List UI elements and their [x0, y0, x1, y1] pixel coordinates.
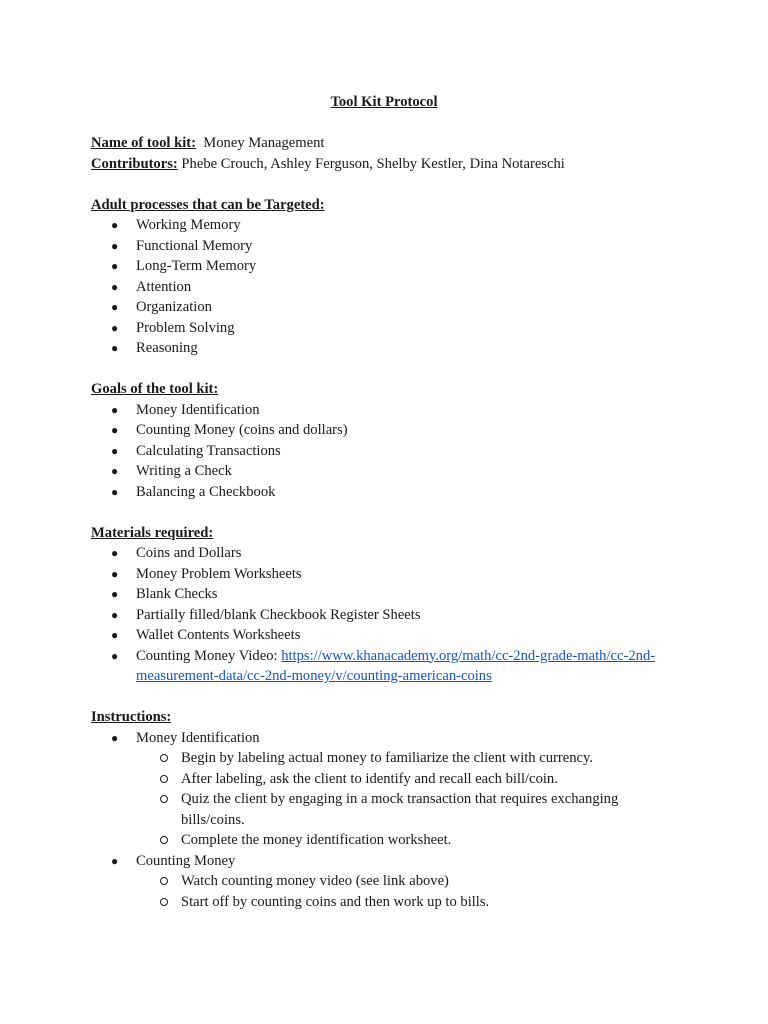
- list-item: ● Money Identification: [91, 400, 691, 421]
- materials-list: [91, 543, 691, 687]
- list-item: ● Coins and Dollars: [91, 543, 691, 564]
- list-item: After labeling, ask the client to identify and recall each bill/coin.: [136, 769, 691, 790]
- instruction-group-label: Money Identification: [136, 729, 260, 746]
- list-item: ● Long-Term Memory: [91, 256, 691, 277]
- circle-bullet-icon: [160, 795, 168, 803]
- bullet-icon: ●: [111, 484, 119, 499]
- list-item: ● Balancing a Checkbook: [91, 482, 691, 503]
- circle-bullet-icon: [160, 898, 168, 906]
- bullet-icon: ●: [111, 648, 119, 663]
- bullet-icon: ●: [111, 607, 119, 622]
- instruction-steps: [136, 748, 691, 851]
- list-item: ● Problem Solving: [91, 318, 691, 339]
- materials-heading: Materials required:: [91, 524, 214, 541]
- toolkit-name-label: Name of tool kit:: [91, 135, 196, 151]
- list-item: Quiz the client by engaging in a mock transaction that requires exchanging bills/coins.: [136, 789, 651, 830]
- list-item: Complete the money identification worksheet.: [136, 830, 691, 851]
- list-item: ● Calculating Transactions: [91, 441, 691, 462]
- bullet-icon: ●: [111, 259, 119, 273]
- materials-section: [91, 523, 691, 687]
- instruction-steps: [136, 871, 691, 912]
- circle-bullet-icon: [160, 754, 168, 762]
- list-item: [91, 728, 691, 851]
- contributors-line: [91, 154, 691, 175]
- list-item: ● Organization: [91, 297, 691, 318]
- list-item: ● Attention: [91, 277, 691, 298]
- bullet-icon: ●: [111, 320, 119, 335]
- adult-processes-list: [91, 215, 691, 359]
- list-item: Begin by labeling actual money to familiarize the client with currency.: [136, 748, 691, 769]
- bullet-icon: ●: [111, 218, 119, 232]
- list-item: ● Counting Money (coins and dollars): [91, 420, 691, 441]
- bullet-icon: ●: [111, 443, 119, 458]
- bullet-icon: ●: [111, 587, 119, 601]
- bullet-icon: ●: [111, 566, 119, 581]
- instructions-section: [91, 707, 691, 912]
- circle-bullet-icon: [160, 836, 168, 844]
- bullet-icon: ●: [111, 238, 119, 253]
- list-item: ● Working Memory: [91, 215, 691, 236]
- video-label: Counting Money Video:: [136, 647, 282, 664]
- bullet-icon: ●: [111, 730, 119, 745]
- bullet-icon: ●: [111, 341, 119, 355]
- circle-bullet-icon: [160, 877, 168, 885]
- list-item: Start off by counting coins and then work up to bills.: [136, 892, 691, 913]
- list-item: ● Reasoning: [91, 338, 691, 359]
- goals-section: [91, 379, 691, 502]
- bullet-icon: ●: [111, 546, 119, 560]
- document-body: [91, 133, 691, 912]
- toolkit-name-line: [91, 133, 691, 154]
- contributors-label: Contributors:: [91, 155, 178, 172]
- list-item: ● Writing a Check: [91, 461, 691, 482]
- bullet-icon: ●: [111, 279, 119, 294]
- list-item: ● Partially filled/blank Checkbook Register Sheets: [91, 605, 691, 626]
- list-item: ● Money Problem Worksheets: [91, 564, 691, 585]
- adult-processes-heading: Adult processes that can be Targeted:: [91, 196, 325, 213]
- circle-bullet-icon: [160, 775, 168, 783]
- bullet-icon: ●: [111, 464, 119, 478]
- instructions-heading: Instructions:: [91, 709, 172, 725]
- toolkit-name-value: Money Management: [203, 135, 325, 151]
- instructions-list: [91, 728, 691, 913]
- list-item: ● Wallet Contents Worksheets: [91, 625, 691, 646]
- list-item: [91, 851, 691, 913]
- contributors-value: Phebe Crouch, Ashley Ferguson, Shelby Kestler, Dina Notareschi: [181, 155, 565, 172]
- document-title: Tool Kit Protocol: [330, 94, 438, 110]
- adult-processes-section: [91, 195, 691, 359]
- bullet-icon: ●: [111, 853, 119, 868]
- counting-money-video-link[interactable]: https://www.khanacademy.org/math/cc-2nd-grade-math/cc-2nd- measurement-data/cc-2nd-money/v/counting-american-coins: [136, 647, 656, 684]
- list-item: [91, 646, 691, 687]
- list-item: ● Functional Memory: [91, 236, 691, 257]
- list-item: Watch counting money video (see link above): [136, 871, 691, 892]
- bullet-icon: ●: [111, 300, 119, 314]
- goals-list: [91, 400, 691, 503]
- instruction-group-label: Counting Money: [136, 852, 236, 869]
- bullet-icon: ●: [111, 423, 119, 437]
- list-item: ● Blank Checks: [91, 584, 691, 605]
- bullet-icon: ●: [111, 402, 119, 417]
- bullet-icon: ●: [111, 628, 119, 642]
- goals-heading: Goals of the tool kit:: [91, 381, 219, 397]
